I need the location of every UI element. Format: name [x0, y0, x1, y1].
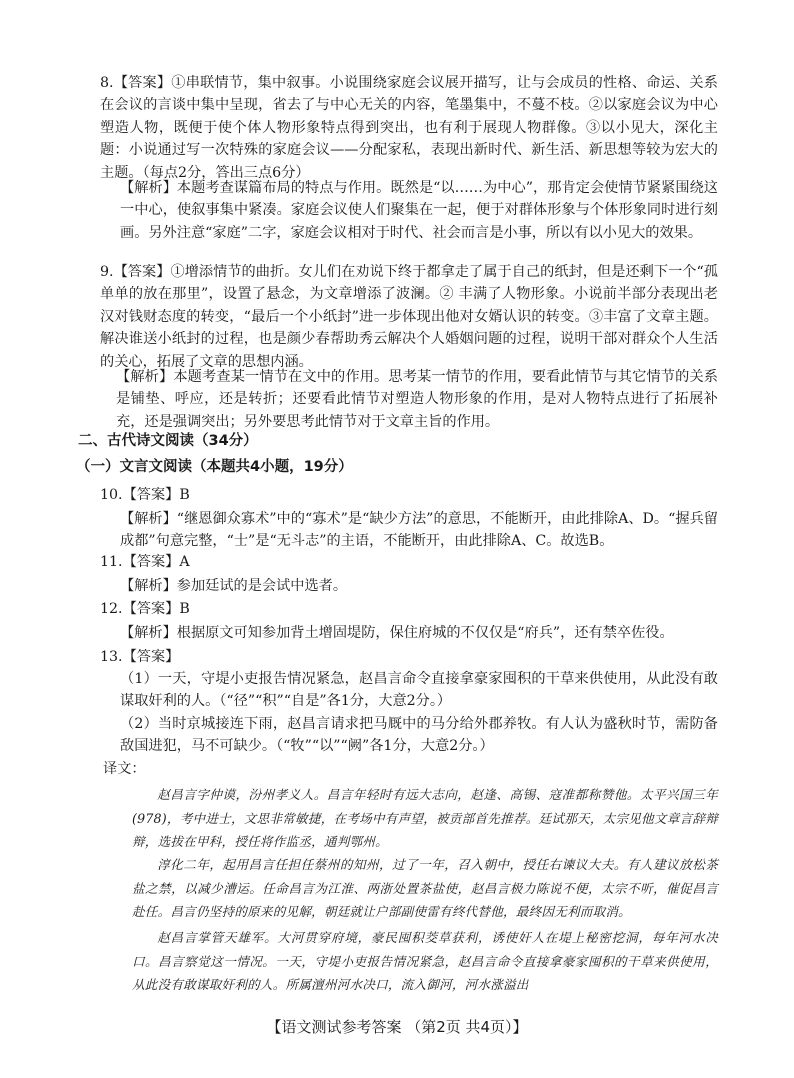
q9-analysis: 【解析】本题考查某一情节在文中的作用。思考某一情节的作用，要看此情节与其它情节的关系是铺垫、呼应，还是转折；还要看此情节对塑造人物形象的作用，是对人物特点进行了拓展补充，还是强调突出；另外要思考此情节对于文章主旨的作用。	[116, 369, 718, 430]
q9-answer: 9.【答案】①增添情节的曲折。女儿们在劝说下终于都拿走了属于自己的纸封，但是还剩下一个“孤单单的放在那里”，设置了悬念，为文章增添了波澜。② 丰满了人物形象。小说前半部分表现出老汉对钱财态度的转变，“最后一个小纸封”进一步体现出他对女婿认识的转变。③丰富了文章主题。解决谁送小纸封的过程，也是颜少春帮助秀云解决个人婚姻问题的过程，说明干部对群众个人生活的关心，拓展了文章的思想内涵。	[100, 264, 718, 370]
q13-item-1: （1）一天，守堤小吏报告情况紧急，赵昌言命令直接拿豪家囤积的干草来供使用，从此没有敢谋取奸利的人。（“径”“积”“自是”各1分，大意2分。）	[120, 671, 718, 710]
q13-item-2: （2）当时京城接连下雨，赵昌言请求把马厩中的马分给外郡养牧。有人认为盛秋时节，需防备敌国进犯，马不可缺少。（“牧”“以”“阙”各1分，大意2分。）	[120, 716, 718, 755]
q10-analysis: 【解析】“继恩御众寡术”中的“寡术”是“缺少方法”的意思，不能断开，由此排除A、D。“握兵留成都”句意完整，“士”是“无斗志”的主语，不能断开，由此排除A、C。故选B。	[120, 511, 718, 550]
translation-paragraph-1: 赵昌言字仲谟，汾州孝义人。昌言年轻时有远大志向，赵逢、高锡、寇准都称赞他。太平兴国三年(978)，考中进士，文思非常敏捷，在考场中有声望，被贡部首先推荐。廷试那天，太宗见他文章言辞辩辩，选拔在甲科，授任将作监丞，通判鄂州。	[132, 787, 718, 849]
translation-paragraph-3: 赵昌言掌管天雄军。大河贯穿府境，豪民囤积茭草获利，诱使奸人在堤上秘密挖洞，每年河水决口。昌言察觉这一情况。一天，守堤小吏报告情况紧急，赵昌言命令直接拿豪家囤积的干草来供使用，从此没有敢谋取奸利的人。所属澶州河水决口，流入御河，河水涨溢出	[132, 930, 718, 992]
q8-answer: 8.【答案】①串联情节，集中叙事。小说围绕家庭会议展开描写，让与会成员的性格、命运、关系在会议的言谈中集中呈现，省去了与中心无关的内容，笔墨集中，不蔓不枝。②以家庭会议为中心塑造人物，既便于使个体人物形象特点得到突出，也有利于展现人物群像。③以小见大，深化主题：小说通过写一次特殊的家庭会议——分配家私，表现出新时代、新生活、新思想等较为宏大的主题。（每点2分，答出三点6分）	[100, 75, 718, 181]
translation-paragraph-2: 淳化二年，起用昌言任担任蔡州的知州，过了一年，召入朝中，授任右谏议大夫。有人建议放松茶盐之禁，以减少漕运。任命昌言为江淮、两浙处置茶盐使，赵昌言极力陈说不便，太宗不听，催促昌言赴任。昌言仍坚持的原来的见解，朝廷就让户部副使雷有终代替他，最终因无利而取消。	[132, 857, 718, 919]
q11-analysis: 【解析】参加廷试的是会试中选者。	[120, 578, 348, 594]
q8-analysis: 【解析】本题考查谋篇布局的特点与作用。既然是“以……为中心”，那肯定会使情节紧紧围绕这一中心，使叙事集中紧凑。家庭会议使人们聚集在一起，便于对群体形象与个体形象同时进行刻画。另外注意“家庭”二字，家庭会议相对于时代、社会而言是小事，所以有以小见大的效果。	[120, 180, 718, 241]
translation-label: 译文：	[103, 761, 146, 777]
q11-answer: 11.【答案】A	[100, 554, 190, 570]
q12-analysis: 【解析】根据原文可知参加背土增固堤防，保住府城的不仅仅是“府兵”，还有禁卒佐役。	[120, 625, 674, 641]
section-heading-ancient-poetry: 二、古代诗文阅读（34分）	[78, 433, 258, 449]
page-footer: 【语文测试参考答案 （第2页 共4页）】	[266, 1018, 528, 1036]
q12-answer: 12.【答案】B	[100, 601, 190, 617]
q10-answer: 10.【答案】B	[100, 487, 190, 503]
section-heading-classical-prose: （一）文言文阅读（本题共4小题，19分）	[76, 459, 353, 475]
q13-answer: 13.【答案】	[100, 649, 180, 665]
